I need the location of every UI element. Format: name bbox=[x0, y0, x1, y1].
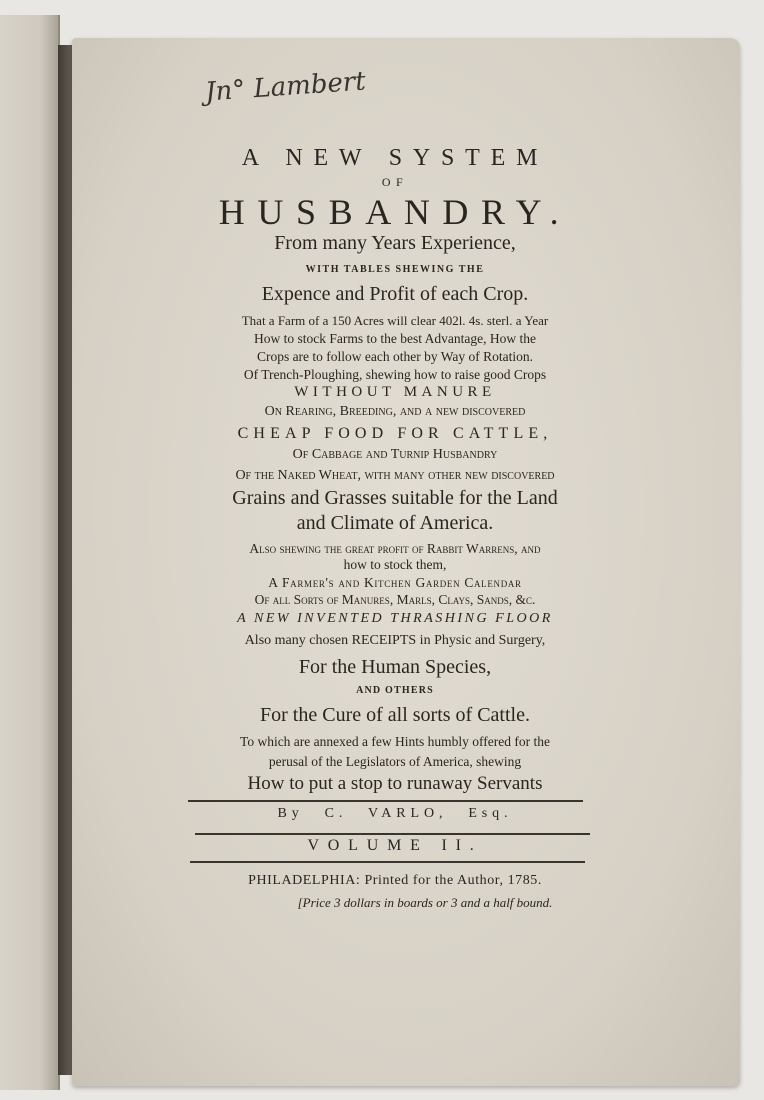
author-line: By C. VARLO, Esq. bbox=[277, 806, 513, 821]
text-line: Also shewing the great profit of Rabbit Warrens, and bbox=[249, 541, 541, 556]
text-line: Also many chosen RECEIPTS in Physic and Surgery, bbox=[244, 633, 546, 648]
handwritten-signature: Jn° Lambert bbox=[204, 66, 367, 108]
divider-rule bbox=[188, 800, 583, 802]
text-line: how to stock them, bbox=[343, 557, 447, 572]
text-line: Of Trench-Ploughing, shewing how to raise good Crops bbox=[243, 367, 547, 382]
text-line: and Climate of America. bbox=[296, 512, 494, 534]
text-line: AND OTHERS bbox=[356, 685, 434, 696]
title-line-2: OF bbox=[381, 175, 409, 189]
price-line: [Price 3 dollars in boards or 3 and a half bound. bbox=[297, 895, 553, 910]
previous-page-edge bbox=[0, 15, 60, 1090]
text-line: WITHOUT MANURE bbox=[294, 384, 496, 400]
text-line: Of the Naked Wheat, with many other new discovered bbox=[235, 468, 555, 483]
text-line: How to put a stop to runaway Servants bbox=[247, 773, 543, 794]
text-line: WITH TABLES SHEWING THE bbox=[305, 264, 485, 275]
text-line: How to stock Farms to the best Advantage, How the bbox=[254, 331, 536, 346]
text-line: Of Cabbage and Turnip Husbandry bbox=[292, 447, 498, 462]
text-line: For the Cure of all sorts of Cattle. bbox=[260, 704, 530, 726]
text-line: That a Farm of a 150 Acres will clear 402l. 4s. sterl. a Year bbox=[241, 313, 549, 328]
volume-line: VOLUME II. bbox=[307, 837, 483, 854]
text-line: A Farmer's and Kitchen Garden Calendar bbox=[268, 575, 522, 590]
text-line: perusal of the Legislators of America, shewing bbox=[268, 754, 522, 769]
text-line: For the Human Species, bbox=[298, 656, 492, 678]
text-line: On Rearing, Breeding, and a new discovered bbox=[264, 404, 526, 419]
imprint-line: PHILADELPHIA: Printed for the Author, 1785. bbox=[248, 873, 542, 888]
text-line: Expence and Profit of each Crop. bbox=[261, 283, 529, 305]
divider-rule bbox=[195, 833, 590, 835]
divider-rule bbox=[190, 861, 585, 863]
title-line-3: HUSBANDRY. bbox=[218, 192, 572, 232]
text-line: Crops are to follow each other by Way of Rotation. bbox=[256, 349, 534, 364]
text-line: CHEAP FOOD FOR CATTLE, bbox=[237, 425, 553, 442]
text-line: Of all Sorts of Manures, Marls, Clays, Sands, &c. bbox=[254, 592, 536, 607]
text-line: Grains and Grasses suitable for the Land bbox=[232, 487, 558, 509]
title-line-1: A NEW SYSTEM bbox=[241, 145, 549, 171]
subtitle: From many Years Experience, bbox=[274, 232, 516, 254]
text-line: A NEW INVENTED THRASHING FLOOR bbox=[237, 611, 553, 626]
text-line: To which are annexed a few Hints humbly offered for the bbox=[240, 734, 550, 749]
